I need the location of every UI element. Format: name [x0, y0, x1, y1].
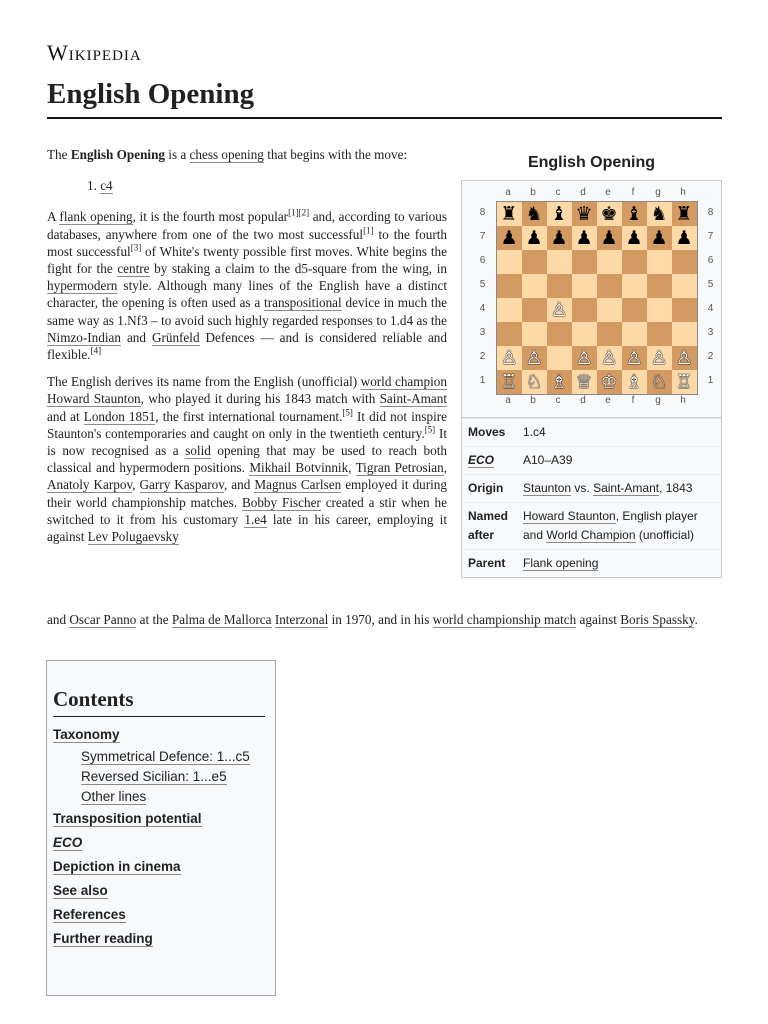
rank-label: 7 [479, 231, 486, 242]
link-world-champion[interactable]: world champion [360, 374, 447, 390]
board-square [547, 346, 572, 370]
link-anatoly-karpov[interactable]: Anatoly Karpov [47, 477, 133, 493]
board-square [497, 298, 522, 322]
file-label: e [605, 395, 611, 406]
infobox-row-origin [462, 474, 721, 502]
text: and [47, 612, 70, 627]
board-square [647, 202, 672, 226]
text: , the first international tournament. [155, 408, 343, 424]
white-piece: ♙ [500, 346, 518, 369]
toc-entry[interactable] [53, 787, 265, 807]
label: Origin [468, 481, 504, 495]
rank-label: 3 [707, 327, 714, 338]
text: vs. [571, 481, 594, 495]
toc-entry[interactable] [53, 747, 265, 767]
ref-link[interactable]: [5] [342, 407, 353, 418]
toc-entry[interactable] [53, 879, 265, 903]
board-square [597, 370, 622, 394]
black-piece: ♚ [600, 202, 618, 225]
board-square [522, 202, 547, 226]
wikipedia-wordmark[interactable]: Wikipedia [47, 40, 142, 65]
toc-entry[interactable] [53, 723, 265, 747]
toc-entry-label: Depiction in cinema [53, 859, 181, 874]
board-square [622, 250, 647, 274]
link-magnus-carlsen[interactable]: Magnus Carlsen [254, 477, 342, 493]
board-square [547, 298, 572, 322]
link-oscar-panno[interactable]: Oscar Panno [69, 612, 137, 627]
link-world-championship-match[interactable]: world championship match [432, 612, 577, 627]
board-square [647, 274, 672, 298]
infobox-row-named-after [462, 502, 721, 549]
value: A10–A39 [523, 453, 573, 467]
file-labels-top [470, 187, 714, 201]
link-palma-de-mallorca[interactable]: Palma de Mallorca [171, 612, 272, 627]
text: The [47, 147, 71, 162]
board-square [572, 226, 597, 250]
white-piece: ♙ [625, 346, 643, 369]
rank-label: 2 [479, 351, 486, 362]
board-square [597, 226, 622, 250]
black-piece: ♞ [650, 202, 668, 225]
board-square [522, 274, 547, 298]
text: A [47, 209, 60, 225]
toc-entry[interactable] [53, 831, 265, 855]
file-label: a [505, 395, 511, 406]
board-square [672, 274, 697, 298]
text: , [348, 460, 356, 476]
paragraph-2 [47, 208, 447, 363]
text: , 1843 [659, 481, 693, 495]
white-piece: ♙ [650, 346, 668, 369]
text: , who played it during his 1843 match with [140, 391, 380, 407]
link-world-champion[interactable]: World Champion [546, 528, 636, 542]
link-chess-opening[interactable]: chess opening [189, 147, 264, 162]
move-number: 1. [87, 178, 101, 194]
board-square [647, 370, 672, 394]
text: and, according to various databases, anywhere from one of the two most successful [47, 209, 447, 242]
rank-label: 8 [479, 207, 486, 218]
link-staunton[interactable]: Staunton [523, 481, 572, 495]
white-piece: ♙ [575, 346, 593, 369]
board-square [647, 346, 672, 370]
file-label: c [555, 187, 561, 198]
black-piece: ♞ [525, 202, 543, 225]
text: , [132, 477, 140, 493]
text: employed it during their world championship matches. [47, 477, 447, 510]
rank-label: 4 [707, 303, 714, 314]
board-square [672, 346, 697, 370]
board-square [672, 226, 697, 250]
toc-entry-label: ECO [53, 835, 83, 850]
ref-link[interactable]: [4] [90, 345, 102, 356]
link-solid[interactable]: solid [185, 443, 211, 459]
board-square [572, 274, 597, 298]
file-label: e [605, 187, 611, 198]
link-1e4[interactable]: 1.e4 [244, 511, 267, 527]
board-square [647, 226, 672, 250]
white-piece: ♗ [625, 370, 643, 393]
text: of White's twenty possible first moves. White begins the fight for the [47, 243, 447, 277]
link-transpositional[interactable]: transpositional [264, 295, 342, 311]
label: Moves [468, 425, 506, 439]
file-label: b [530, 187, 536, 198]
black-piece: ♜ [500, 202, 518, 225]
link-mikhail-botvinnik[interactable]: Mikhail Botvinnik [249, 460, 349, 476]
link-c4[interactable]: c4 [100, 178, 113, 194]
infobox-table [461, 418, 722, 578]
text: is a [165, 147, 190, 162]
rank-label: 1 [707, 375, 714, 386]
toc-entry[interactable] [53, 903, 265, 927]
file-label: f [631, 187, 635, 198]
board-square [622, 202, 647, 226]
black-piece: ♛ [575, 202, 593, 225]
white-piece: ♖ [675, 370, 693, 393]
link-flank-opening[interactable]: Flank opening [523, 556, 599, 570]
board-square [572, 250, 597, 274]
text: style. Although many lines of the English have a distinct character, the opening is often used as a [47, 278, 447, 311]
black-piece: ♝ [625, 202, 643, 225]
text: , English player and [523, 509, 698, 542]
board-square [547, 226, 572, 250]
toc-entry-label: References [53, 907, 126, 922]
board-square [522, 226, 547, 250]
text: Defences — and is considered reliable and flexible. [47, 329, 447, 363]
file-label: b [530, 395, 536, 406]
white-piece: ♙ [675, 346, 693, 369]
toc-entry[interactable] [53, 807, 265, 831]
ref-link[interactable]: [5] [424, 424, 436, 435]
board-square [547, 202, 572, 226]
label: Parent [468, 556, 506, 570]
white-piece: ♗ [550, 370, 568, 393]
file-labels-bottom [470, 395, 714, 409]
board-square [597, 274, 622, 298]
white-piece: ♖ [500, 370, 518, 393]
link-tigran-petrosian[interactable]: Tigran Petrosian [355, 460, 444, 476]
rank-label: 7 [707, 231, 714, 242]
board-square [647, 298, 672, 322]
toc-entry-label: Further reading [53, 931, 153, 946]
article-body [47, 146, 447, 555]
board-square [572, 346, 597, 370]
link-garry-kasparov[interactable]: Garry Kasparov [139, 477, 224, 493]
toc-title: Contents [53, 675, 265, 717]
text: late in his career, employing it against [47, 511, 447, 545]
board-square [497, 274, 522, 298]
toc-list [53, 723, 265, 951]
text: against [576, 612, 621, 627]
file-label: g [655, 395, 661, 406]
text: It is now recognised as a [47, 425, 447, 459]
link-lev-polugaevsky[interactable]: Lev Polugaevsky [87, 529, 179, 545]
black-piece: ♟ [600, 226, 618, 249]
text: device in much the same way as 1.Nf3 – to avoid such highly regarded responses to 1.d4 as the [47, 295, 448, 328]
file-label: g [655, 187, 661, 198]
file-label: a [505, 187, 511, 198]
text: It did not inspire Staunton's contemporaries and caught on only in the twentieth century. [47, 408, 447, 441]
link-london-1851[interactable]: London 1851 [83, 408, 156, 424]
black-piece: ♟ [550, 226, 568, 249]
text: to the fourth most successful [47, 226, 447, 259]
bold-term: English Opening [70, 147, 165, 162]
rank-label: 3 [479, 327, 486, 338]
board-container [470, 187, 714, 409]
value [523, 479, 715, 498]
text: and at [47, 408, 84, 424]
link-howard-staunton[interactable]: Howard Staunton [47, 391, 141, 407]
link-howard-staunton[interactable]: Howard Staunton [523, 509, 616, 523]
board-square [672, 250, 697, 274]
board-square [522, 250, 547, 274]
label: Named after [468, 509, 509, 542]
board-square [622, 298, 647, 322]
text: . [694, 612, 698, 627]
board-square [522, 346, 547, 370]
rank-label: 1 [479, 375, 486, 386]
board-square [572, 298, 597, 322]
file-label: c [555, 395, 561, 406]
text: by staking a claim to the d5-square from the wing, in [149, 261, 447, 277]
board-square [622, 322, 647, 346]
board-square [522, 322, 547, 346]
board-square [597, 346, 622, 370]
toc-entry-label: See also [53, 883, 108, 898]
rank-label: 5 [707, 279, 714, 290]
board-square [672, 298, 697, 322]
board-square [672, 322, 697, 346]
board-square [572, 322, 597, 346]
text: , it is the fourth most popular [132, 209, 289, 225]
toc-entry-label: Other lines [81, 789, 147, 804]
board-square [547, 322, 572, 346]
board-square [547, 274, 572, 298]
toc-entry-label: Transposition potential [53, 811, 202, 826]
link-boris-spassky[interactable]: Boris Spassky [620, 612, 695, 627]
board-square [572, 202, 597, 226]
value: 1.c4 [523, 425, 546, 439]
board-square [497, 370, 522, 394]
toc-entry-label: Symmetrical Defence: 1...c5 [81, 749, 250, 764]
link-centre[interactable]: centre [117, 261, 150, 277]
ref-link[interactable]: [1] [288, 208, 299, 219]
text: , [443, 460, 447, 476]
board-square [672, 202, 697, 226]
paragraph-3-continued [47, 611, 722, 628]
black-piece: ♟ [525, 226, 543, 249]
board-square [622, 370, 647, 394]
text: opening that may be used to reach both classical and hypermodern positions. [47, 443, 448, 476]
text: and [120, 329, 152, 345]
infobox-row-parent [462, 549, 721, 577]
black-piece: ♟ [575, 226, 593, 249]
rank-label: 4 [479, 303, 486, 314]
ref-link[interactable]: [2] [298, 208, 310, 219]
board-square [672, 370, 697, 394]
toc-entry-label: Taxonomy [53, 727, 120, 742]
label [468, 451, 523, 470]
board-square [597, 250, 622, 274]
board-square [522, 298, 547, 322]
table-of-contents [46, 660, 276, 996]
text: in 1970, and in his [328, 612, 433, 627]
rank-labels-left [470, 201, 496, 395]
link-hypermodern[interactable]: hypermodern [47, 278, 118, 294]
board-square [622, 346, 647, 370]
link-flank-opening[interactable]: flank opening [59, 209, 133, 225]
link-interzonal[interactable]: Interzonal [274, 612, 329, 627]
infobox [461, 154, 722, 578]
toc-entry[interactable] [53, 767, 265, 787]
board-square [622, 274, 647, 298]
black-piece: ♜ [675, 202, 693, 225]
black-piece: ♟ [650, 226, 668, 249]
black-piece: ♟ [625, 226, 643, 249]
white-piece: ♙ [600, 346, 618, 369]
infobox-caption: English Opening [527, 154, 656, 171]
infobox-row-eco [462, 446, 721, 474]
intro-paragraph [47, 146, 447, 163]
board-square [547, 250, 572, 274]
text: The English derives its name from the English (unofficial) [47, 374, 361, 390]
board-square [597, 322, 622, 346]
board-square [497, 346, 522, 370]
file-label: f [631, 395, 635, 406]
black-piece: ♟ [675, 226, 693, 249]
rank-labels-right [698, 201, 724, 395]
toc-entry[interactable] [53, 927, 265, 951]
white-piece: ♙ [525, 346, 543, 369]
file-label: h [680, 187, 686, 198]
text: at the [136, 612, 172, 627]
link-saint-amant[interactable]: Saint-Amant [593, 481, 660, 495]
file-label: d [580, 187, 586, 198]
ref-link[interactable]: [1] [363, 225, 374, 236]
black-piece: ♟ [500, 226, 518, 249]
board-square [647, 322, 672, 346]
board-square [647, 250, 672, 274]
white-piece: ♙ [550, 298, 568, 321]
paragraph-3 [47, 373, 447, 545]
board-square [597, 202, 622, 226]
chessboard [496, 201, 698, 395]
toc-entry-label: Reversed Sicilian: 1...e5 [81, 769, 227, 784]
infobox-row-moves [462, 418, 721, 446]
link-nimzo-indian[interactable]: Nimzo-Indian [47, 329, 121, 345]
white-piece: ♕ [575, 370, 593, 393]
text: (unofficial) [635, 528, 694, 542]
white-piece: ♘ [525, 370, 543, 393]
board-square [572, 370, 597, 394]
page-title: English Opening [47, 78, 722, 119]
board-square [497, 322, 522, 346]
board-square [622, 226, 647, 250]
board-square [497, 250, 522, 274]
board-square [497, 202, 522, 226]
board-square [522, 370, 547, 394]
chess-diagram [461, 180, 722, 418]
text: that begins with the move: [263, 147, 408, 162]
move-list [87, 177, 447, 194]
white-piece: ♘ [650, 370, 668, 393]
rank-label: 6 [479, 255, 486, 266]
value [523, 507, 715, 545]
text: , and [223, 477, 255, 493]
rank-label: 6 [707, 255, 714, 266]
board-square [597, 298, 622, 322]
link-bobby-fischer[interactable]: Bobby Fischer [241, 494, 321, 510]
value [523, 554, 715, 573]
board-with-ranks [470, 201, 714, 395]
toc-entry[interactable] [53, 855, 265, 879]
link-grunfeld[interactable]: Grünfeld [151, 329, 200, 345]
rank-label: 8 [707, 207, 714, 218]
file-label: h [680, 395, 686, 406]
rank-label: 5 [479, 279, 486, 290]
rank-label: 2 [707, 351, 714, 362]
link-saint-amant[interactable]: Saint-Amant [379, 391, 447, 407]
board-square [547, 370, 572, 394]
board-square [497, 226, 522, 250]
text: created a stir when he switched to it from his customary [47, 494, 447, 527]
white-piece: ♔ [600, 370, 618, 393]
black-piece: ♝ [550, 202, 568, 225]
ref-link[interactable]: [3] [130, 242, 142, 253]
file-label: d [580, 395, 586, 406]
link-eco[interactable]: ECO [468, 453, 495, 467]
